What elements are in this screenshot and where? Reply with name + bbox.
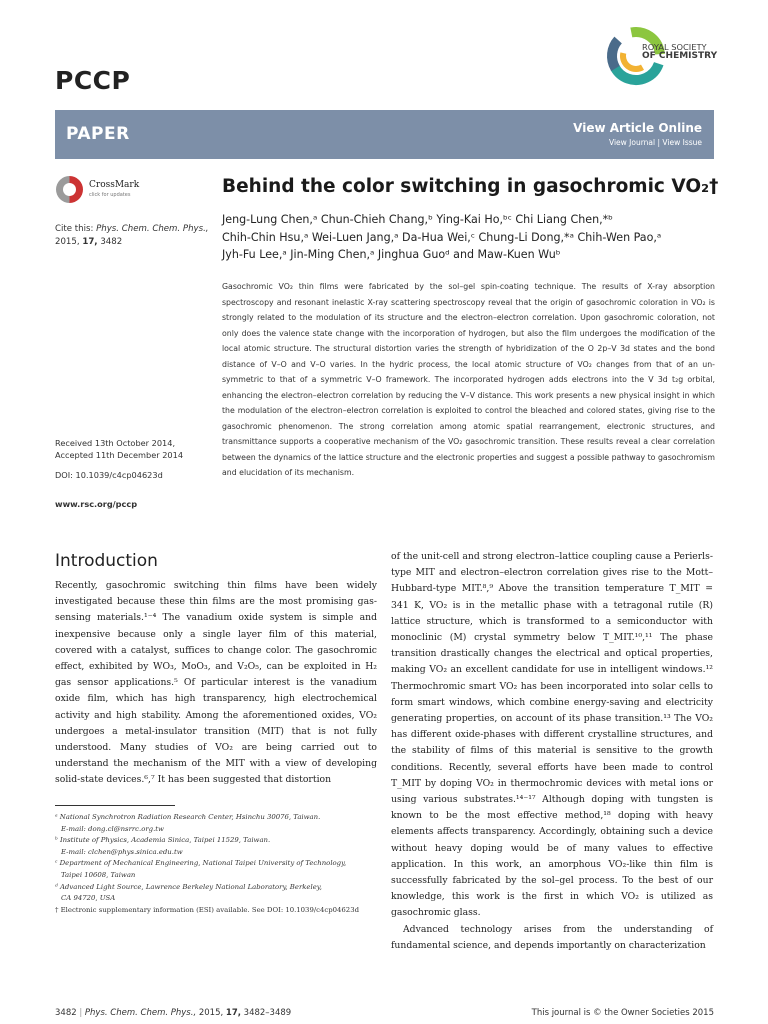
journal-website-link[interactable]: www.rsc.org/pccp	[55, 499, 138, 509]
crossmark-label[interactable]: CrossMark	[89, 180, 140, 190]
author-list	[222, 211, 722, 264]
body-column-left	[55, 578, 377, 789]
footer-volume: 17,	[225, 1008, 241, 1018]
author-line: Jyh-Fu Lee,ᵃ Jin-Ming Chen,ᵃ Jinghua Guoᵈ and Maw-Kuen Wuᵇ	[222, 248, 561, 261]
affiliation-line: ᵇ Institute of Physics, Academia Sinica, Taipei 11529, Taiwan.	[55, 836, 271, 845]
body-paragraph: of the unit-cell and strong electron–lattice coupling cause a Perierls-type MIT and electron–electron correlation gives rise to the Mott–Hubbard-type MIT.⁸,⁹ Above the transition temperature T_MIT = 341 K, VO₂ is in the metallic phase with a tetragonal rutile (R) lattice structure, which is transformed to a semiconductor with monoclinic (M) crystal symmetry below T_MIT.¹⁰,¹¹ The phase transition drastically changes the electrical and optical properties, making VO₂ an excellent candidate for use in intelligent windows.¹² Thermochromic smart VO₂ has been incorporated into solar cells to form smart windows, which combine energy-saving and electricity generating properties, on account of its phase transition.¹³ The VO₂ has different oxide-phases with different crystalline structures, and the stability of films of this material is sensitive to the growth conditions. Recently, several efforts have been made to control T_MIT by doping VO₂ in thermochromic devices with metal ions or using various substrates.¹⁴⁻¹⁷ Although doping with tungsten is known to be the most effective method,¹⁸ doping with heavy elements affects transparency. Accordingly, obtaining such a device without heavy doping would be of many values to effective application. In this work, an amorphous VO₂-like thin film is successfully fabricated by the sol–gel process. To the best of our knowledge, this work is the first in which VO₂ is utilized as gasochromic glass.	[391, 551, 713, 919]
publisher-wordmark[interactable]	[642, 43, 717, 61]
cite-prefix: Cite this:	[55, 224, 97, 234]
affiliation-line: ᶜ Department of Mechanical Engineering, National Taipei University of Technology,	[55, 859, 347, 868]
body-paragraph: Recently, gasochromic switching thin films have been widely investigated because these thin films are the most promising gas-sensing materials.¹⁻⁴ The vanadium oxide system is simple and inexpensive because only a single layer film of this material, covered with a catalyst, suffices to change color. The gasochromic effect, exhibited by WO₃, MoO₃, and V₂O₅, can be exploited in H₂ gas sensor applications.⁵ Of particular interest is the vanadium oxide film, which has high transparency, high electrochemical activity and high stability. Among the aforementioned oxides, VO₂ undergoes a metal-insulator transition (MIT) that is not fully understood. Many studies of VO₂ are being carried out to understand the mechanism of the MIT with a view of developing solid-state devices.⁶,⁷ It has been suggested that distortion	[55, 580, 377, 786]
body-column-right	[391, 549, 713, 954]
page-footer-left	[55, 1008, 291, 1018]
received-date: Received 13th October 2014,	[55, 438, 176, 448]
footer-journal: Phys. Chem. Chem. Phys.,	[84, 1008, 197, 1018]
affiliation-line: ᵃ National Synchrotron Radiation Research Center, Hsinchu 30076, Taiwan.	[55, 813, 321, 821]
page-number: 3482	[55, 1008, 77, 1018]
crossmark-icon-center	[63, 183, 76, 196]
view-article-online-link[interactable]: View Article Online	[573, 121, 702, 135]
affiliation-line: Taipei 10608, Taiwan	[61, 870, 136, 879]
copyright-notice: This journal is © the Owner Societies 2015	[531, 1008, 714, 1018]
cite-journal: Phys. Chem. Chem. Phys.,	[96, 224, 209, 234]
footer-year: 2015,	[198, 1008, 224, 1018]
body-paragraph: Advanced technology arises from the understanding of fundamental science, and depends importantly on characterization	[391, 923, 713, 951]
section-heading: Introduction	[55, 551, 158, 571]
cite-page: 3482	[100, 237, 123, 247]
view-journal-link[interactable]: View Journal	[608, 138, 656, 147]
accepted-date: Accepted 11th December 2014	[55, 450, 184, 460]
article-type-label: PAPER	[66, 124, 130, 144]
footnote-divider	[55, 805, 175, 806]
view-links	[609, 138, 702, 147]
affiliation-footnotes	[55, 812, 377, 916]
affiliation-line: CA 94720, USA	[61, 894, 116, 903]
footer-pages: 3482–3489	[243, 1008, 292, 1018]
journal-name: PCCP	[55, 66, 131, 95]
cite-year: 2015,	[55, 237, 80, 247]
received-dates	[55, 437, 183, 461]
publisher-line1: ROYAL SOCIETY	[642, 42, 707, 52]
citation-info	[55, 223, 215, 249]
affiliation-email[interactable]: E-mail: dong.cl@nsrrc.org.tw	[61, 824, 164, 833]
abstract: Gasochromic VO₂ thin films were fabricated by the sol–gel spin-coating technique. The results of X-ray absorption spectroscopy and resonant inelastic X-ray scattering spectroscopy reveal that the origin of gasochromic coloration in VO₂ is strongly related to the modulation of its structure and the electron–electron correlation. Upon gasochromic coloration, not only does the valence state change with the incorporation of hydrogen, but also the film undergoes the modification of the local atomic structure. The structural distortion varies the strength of hybridization of the O 2p–V 3d states and the bond distance of V–O and V–O varies. In the hydric process, the local atomic structure of VO₂ changes from that of an un-symmetric to that of a symmetric V–O framework. The incorporated hydrogen adds electrons into the V 3d t₂g orbital, enhancing the electron–electron correlation by reducing the V–V distance. This work presents a new physical insight in which the modulation of the electron–electron correlation is exploited to control the bleached and colored states, giving rise to the gasochromic phenomenon. The strong correlation among atomic spatial rearrangement, electronic structures, and transmittance supports a cooperative mechanism of the VO₂ gasochromic transition. These results reveal a clear correlation between the dynamics of the lattice structure and the electronic properties and suggest a possible pathway to gasochromism and elucidation of its mechanism.	[222, 282, 715, 477]
author-line: Chih-Chin Hsu,ᵃ Wei-Luen Jang,ᵃ Da-Hua Wei,ᶜ Chung-Li Dong,*ᵃ Chih-Wen Pao,ᵃ	[222, 230, 662, 244]
affiliation-line: ᵈ Advanced Light Source, Lawrence Berkeley National Laboratory, Berkeley,	[55, 882, 322, 891]
esi-note: † Electronic supplementary information (ESI) available. See DOI: 10.1039/c4cp04623d	[55, 905, 359, 914]
publisher-line2: OF CHEMISTRY	[642, 51, 718, 61]
view-issue-link[interactable]: View Issue	[662, 138, 702, 147]
crossmark-sublabel: click for updates	[89, 192, 131, 198]
link-separator: |	[657, 138, 661, 147]
article-title: Behind the color switching in gasochromic VO₂†	[222, 176, 719, 197]
author-line: Jeng-Lung Chen,ᵃ Chun-Chieh Chang,ᵇ Ying-Kai Ho,ᵇᶜ Chi Liang Chen,*ᵇ	[222, 213, 613, 226]
cite-volume: 17,	[82, 237, 98, 247]
footer-separator: |	[79, 1008, 83, 1018]
doi[interactable]: DOI: 10.1039/c4cp04623d	[55, 470, 163, 480]
affiliation-email[interactable]: E-mail: clchen@phys.sinica.edu.tw	[61, 847, 183, 856]
